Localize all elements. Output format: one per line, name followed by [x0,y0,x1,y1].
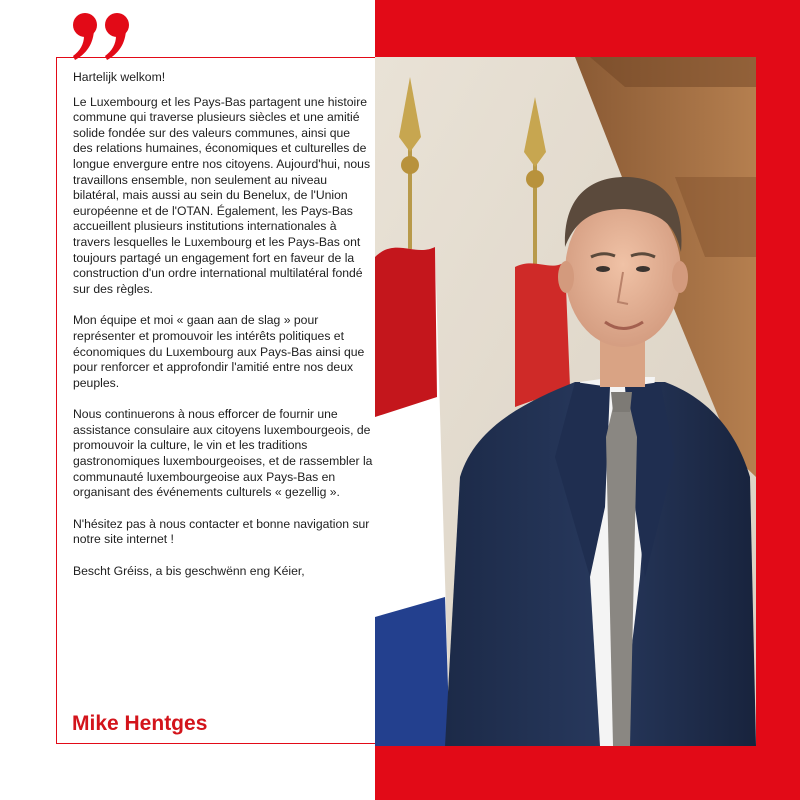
welcome-text [73,70,373,580]
paragraph-2: Mon équipe et moi « gaan aan de slag » pour représenter et promouvoir les intérêts politiques et économiques du Luxembourg aux Pays-Bas ainsi que pour renforcer et approfondir l'amitié entre nos deux peuples. [73,313,365,390]
ambassador-photo [375,57,756,746]
paragraph-4: N'hésitez pas à nous contacter et bonne navigation sur notre site internet ! [73,516,370,547]
quotation-marks-icon [70,10,134,64]
signature: Mike Hentges [72,712,208,735]
paragraph-1: Le Luxembourg et les Pays-Bas partagent une histoire commune qui traverse plusieurs siècles et une amitié solide fondée sur des valeurs communes, ainsi que des relations humaines, économiques et culturelles de longue envergure entre nos citoyens. Aujourd'hui, nous travaillons ensemble, non seulement au niveau bilatéral, mais aussi au sein du Benelux, de l'Union européenne et de l'OTAN. Également, les Pays-Bas accueillent plusieurs institutions internationales à travers lesquelles le Luxembourg et les Pays-Bas ont toujours partagé un engagement fort en faveur de la construction d'un ordre international multilatéral fondé sur des règles. [73,94,371,296]
closing-line: Bescht Gréiss, a bis geschwënn eng Kéier, [73,564,305,579]
paragraph-3: Nous continuerons à nous efforcer de fournir une assistance consulaire aux citoyens luxembourgeois, de promouvoir la culture, le vin et les traditions gastronomiques luxembourgeoises, et de rassembler la communauté luxembourgeoise aux Pays-Bas en organisant des événements culturels « gezellig ». [73,407,373,500]
greeting: Hartelijk welkom! [73,70,166,84]
